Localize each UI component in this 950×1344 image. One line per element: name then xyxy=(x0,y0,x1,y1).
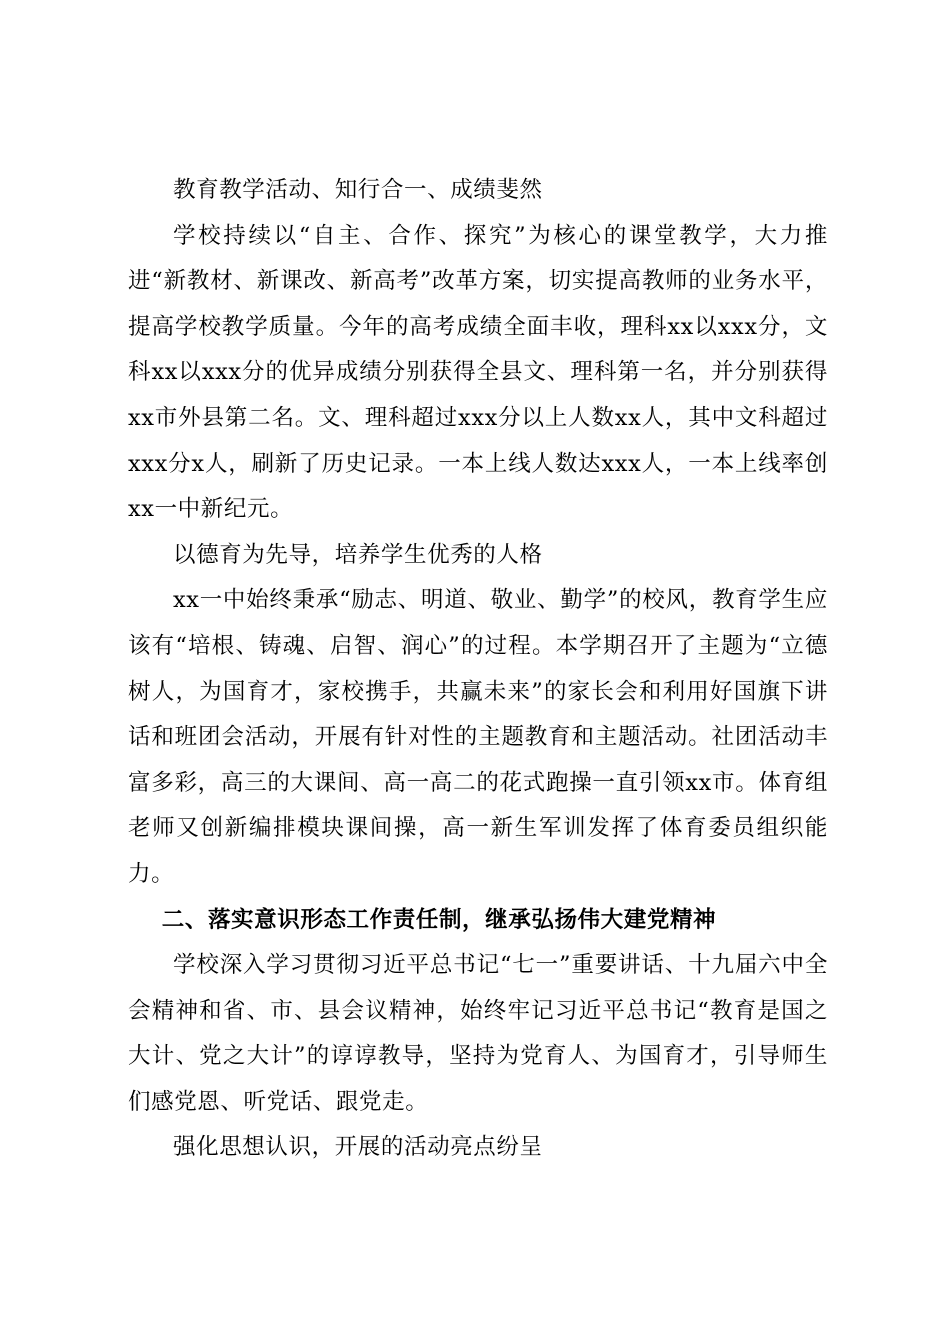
section-heading-moral-education: 以德育为先导，培养学生优秀的人格 xyxy=(173,541,543,568)
document-body xyxy=(128,168,828,1171)
section-heading-ideology: 二、落实意识形态工作责任制，继承弘扬伟大建党精神 xyxy=(161,906,717,933)
paragraph-teaching-results: 学校持续以“自主、合作、探究”为核心的课堂教学，大力推进“新教材、新课改、新高考”改革方案，切实提高教师的业务水平，提高学校教学质量。今年的高考成绩全面丰收，理科xx以xxx分，文科xx以xxx分的优异成绩分别获得全县文、理科第一名，并分别获得xx市外县第二名。文、理科超过xxx分以上人数xx人，其中文科超过xxx分x人，刷新了历史记录。一本上线人数达xxx人，一本上线率创xx一中新纪元。 xyxy=(128,222,828,523)
paragraph-ideology: 学校深入学习贯彻习近平总书记“七一”重要讲话、十九届六中全会精神和省、市、县会议精神，始终牢记习近平总书记“教育是国之大计、党之大计”的谆谆教导，坚持为党育人、为国育才，引导师生们感党恩、听党话、跟党走。 xyxy=(128,952,828,1115)
section-heading-teaching: 教育教学活动、知行合一、成绩斐然 xyxy=(173,177,543,203)
section-heading-activities: 强化思想认识，开展的活动亮点纷呈 xyxy=(173,1134,543,1161)
paragraph-moral-education: xx一中始终秉承“励志、明道、敬业、勤学”的校风，教育学生应该有“培根、铸魂、启智、润心”的过程。本学期召开了主题为“立德树人，为国育才，家校携手，共赢未来”的家长会和利用好国旗下讲话和班团会活动，开展有针对性的主题教育和主题活动。社团活动丰富多彩，高三的大课间、高一高二的花式跑操一直引领xx市。体育组老师又创新编排模块课间操，高一新生军训发挥了体育委员组织能力。 xyxy=(128,587,828,887)
